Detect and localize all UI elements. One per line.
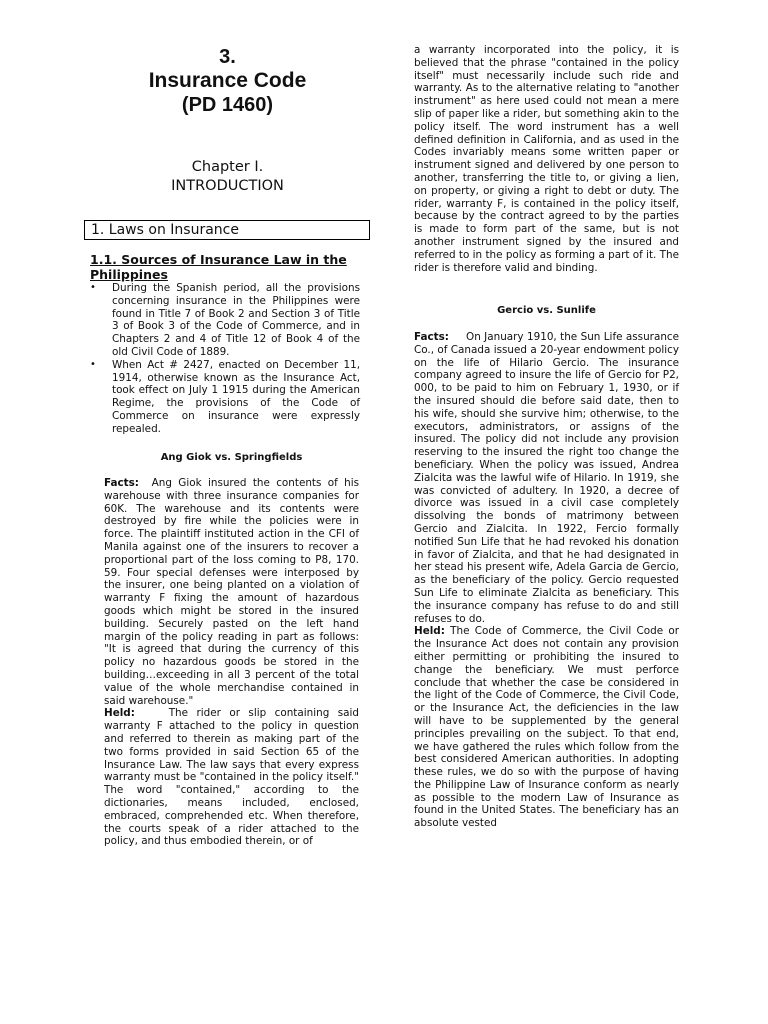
case-ang-giok-continued	[414, 44, 679, 274]
chapter-title: INTRODUCTION	[171, 178, 284, 194]
case-held-paragraph	[104, 707, 359, 848]
facts-text: Ang Giok insured the contents of his warehouse with three insurance companies for 60K. The warehouse and its contents were destroyed by fire while the policies were in force. The plaintiff instituted action in the CFI of Manila against one of the insurers to recover a proportional part of the loss coming to P8, 170. 59. Four special defenses were interposed by the insurer, one being planted on a violation of warranty F fixing the amount of hazardous goods which might be stored in the insured building. Securely pasted on the left hand margin of the policy reading in part as follows: "It is agreed that during the currency of this policy no hazardous goods be stored in the building…exceeding in all 3 percent of the total value of the whole merchandise contained in said warehouse."	[104, 477, 360, 707]
held-continued-text: a warranty incorporated into the policy, it is believed that the phrase "contained in the policy itself" must necessarily include such ride and warranty. As to the alternative relating to "another instrument" as here used could not mean a mere slip of paper like a rider, but something akin to the policy itself. The word instrument has a well defined definition in California, and as used in the Codes invariably means some written paper or instrument signed and delivered by one person to another, transferring the title to, or giving a lien, on property, or giving a right to debt or duty. The rider, warranty F, is contained in the policy itself, because by the contract agreed to by the parties is made to form part of the same, but is not another instrument signed by the insured and referred to in the policy as forming a part of it. The rider is therefore valid and binding.	[414, 44, 679, 274]
held-label: Held:	[104, 707, 135, 720]
list-item: • During the Spanish period, all the provisions concerning insurance in the Philippines were found in Title 7 of Book 2 and Section 3 of Title 3 of Book 3 of the Code of Commerce, and in Chapters 2 and 4 of Title 12 of Book 4 of the old Civil Code of 1889.	[90, 282, 360, 359]
case-ang-giok-body	[104, 477, 359, 848]
case-facts-paragraph	[104, 477, 359, 707]
chapter-label: Chapter I.	[191, 159, 264, 175]
case-title-ang-giok: Ang Giok vs. Springfields	[160, 452, 303, 463]
chapter-number: 3.	[219, 46, 236, 68]
document-title: Insurance Code	[148, 69, 307, 92]
document-subtitle: (PD 1460)	[181, 94, 274, 116]
sources-bullet-list	[90, 282, 360, 436]
facts-label: Facts:	[104, 477, 139, 489]
case-facts-paragraph	[414, 331, 679, 625]
held-text: The Code of Commerce, the Civil Code or the Insurance Act does not contain any provision either permitting or prohibiting the insured to change the beneficiary. We must perforce conclude that whether the case be considered in the light of the Code of Commerce, the Civil Code, or the Insurance Act, the deficiencies in the law will have to be supplemented by the general principles prevailing on the subject. To that end, we have gathered the rules which follow from the best considered American authorities. In adopting these rules, we do so with the purpose of having the Philippine Law of Insurance conform as nearly as possible to the modern Law of Insurance as found in the United States. The beneficiary has an absolute vested	[414, 625, 679, 830]
subsection-heading: 1.1. Sources of Insurance Law in the Philippines	[90, 252, 347, 282]
list-item: • When Act # 2427, enacted on December 11, 1914, otherwise known as the Insurance Act, took effect on July 1 1915 during the American Regime, the provisions of the Code of Commerce on insurance were expressly repealed.	[90, 359, 360, 436]
case-held-paragraph	[414, 625, 679, 830]
case-title-gercio: Gercio vs. Sunlife	[497, 305, 596, 316]
held-text: The rider or slip containing said warranty F attached to the policy in question and referred to therein as making part of the two forms provided in said Section 65 of the Insurance Law. The law says that every express warranty must be "contained in the policy itself." The word "contained," according to the dictionaries, means included, enclosed, embraced, comprehended etc. When therefore, the courts speak of a rider attached to the policy, and thus embodied therein, or of	[104, 707, 359, 848]
facts-text: On January 1910, the Sun Life assurance Co., of Canada issued a 20-year endowment policy on the life of Hilario Gercio. The insurance company agreed to insure the life of Gercio for P2, 000, to be paid to him on February 1, 1930, or if the insured should die before said date, then to his wife, should she survive him; otherwise, to the executors, administrators, or assigns of the insured. The policy did not include any provision reserving to the insured the right too change the beneficiary. When the policy was issued, Andrea Zialcita was the lawful wife of Hilario. In 1919, she was convicted of adultery. In 1920, a decree of divorce was issued in a civil case completely dissolving the bonds of matrimony between Gercio and Zialcita. In 1922, Fercio formally notified Sun Life that he had revoked his donation in favor of Zialcita, and that he had designated in her stead his present wife, Adela Garcia de Gercio, as the beneficiary of the policy. Gercio requested Sun Life to eliminate Zialcita as beneficiary. This the insurance company has refuse to do and still refuses to do.	[414, 331, 680, 625]
held-label: Held:	[414, 625, 445, 638]
case-gercio-body	[414, 331, 679, 830]
chapter-heading	[90, 158, 365, 196]
section-heading-box: 1. Laws on Insurance	[84, 220, 370, 240]
facts-label: Facts:	[414, 331, 449, 343]
